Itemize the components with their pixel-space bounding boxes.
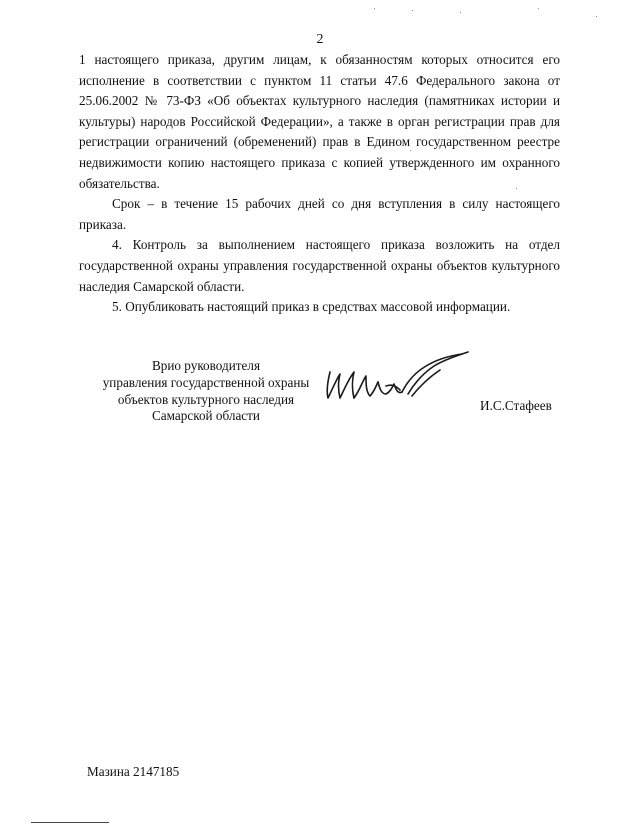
scan-speck <box>596 16 597 17</box>
executor-contact: Мазина 2147185 <box>87 764 180 779</box>
document-body <box>79 50 560 318</box>
signatory-title-line: объектов культурного наследия <box>117 391 295 407</box>
footer-rule <box>31 822 109 823</box>
signatory-title-line: управления государственной охраны <box>102 374 310 390</box>
scan-speck <box>374 8 375 9</box>
signatory-name: И.С.Стафеев <box>480 398 552 413</box>
scan-speck <box>538 8 539 9</box>
scan-speck <box>516 188 517 189</box>
paragraph-item-4: 4. Контроль за выполнением настоящего приказа возложить на отдел государственной охраны управления государственной охраны объектов культурного наследия Самарской области. <box>79 237 560 294</box>
paragraph-continuation: 1 настоящего приказа, другим лицам, к обязанностям которых относится его исполнение в соответствии с пунктом 11 статьи 47.6 Федерального закона от 25.06.2002 № 73-ФЗ «Об объектах культурного наследия (памятниках истории и культуры) народов Российской Федерации», а также в орган регистрации прав для регистрации ограничений (обременений) прав в Едином государственном реестре недвижимости копию настоящего приказа с копией утвержденного им охранного обязательства. <box>79 52 560 191</box>
scan-speck <box>412 10 413 11</box>
paragraph-deadline: Срок – в течение 15 рабочих дней со дня вступления в силу настоящего приказа. <box>79 196 560 232</box>
paragraph-item-5: 5. Опубликовать настоящий приказ в средствах массовой информации. <box>112 299 511 315</box>
signatory-title-line: Врио руководителя <box>151 358 261 373</box>
scan-speck <box>460 12 461 13</box>
handwritten-signature <box>316 350 496 416</box>
page-number: 2 <box>316 32 324 47</box>
scan-speck <box>410 150 411 151</box>
signatory-title <box>80 358 332 425</box>
signatory-title-line: Самарской области <box>152 408 260 424</box>
